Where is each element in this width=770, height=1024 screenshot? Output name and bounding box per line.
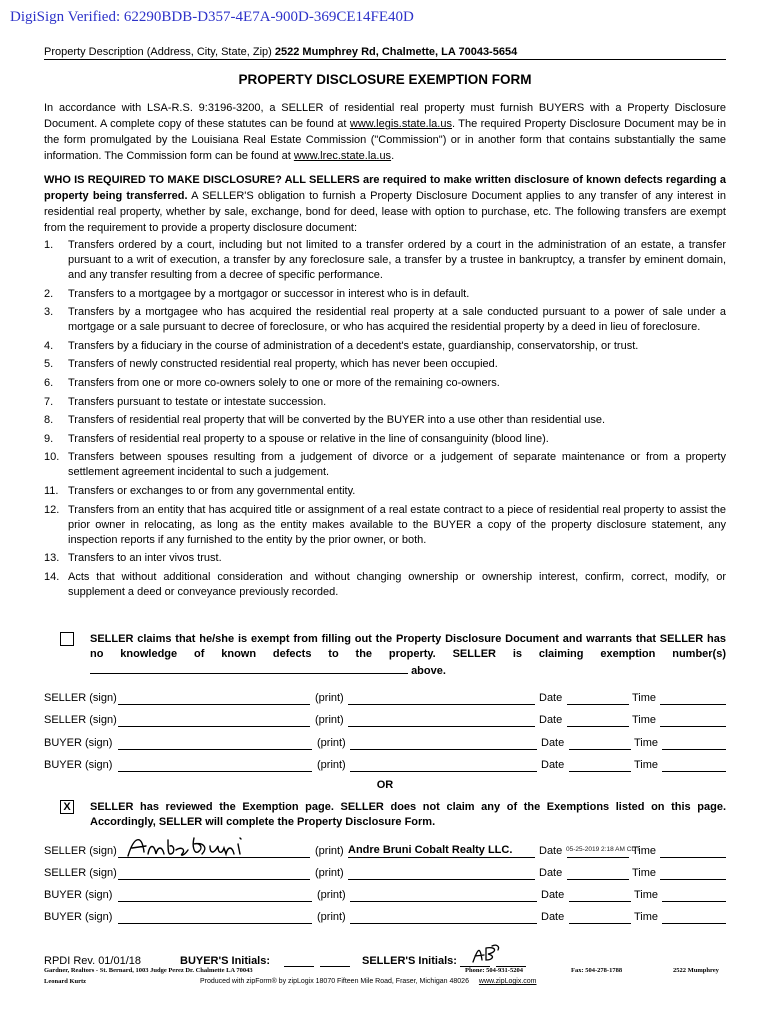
buyer-sign-label: BUYER (sign) bbox=[44, 889, 113, 901]
or-separator: OR bbox=[376, 779, 394, 791]
exemption-number: 9. bbox=[44, 432, 54, 445]
date-label: Date bbox=[541, 737, 565, 749]
exemption-item bbox=[44, 357, 726, 372]
exemption-text: Transfers from one or more co-owners solely to one or more of the remaining co-owners. bbox=[68, 376, 500, 389]
lrec-link[interactable]: www.lrec.state.la.us bbox=[293, 150, 392, 162]
date-field[interactable] bbox=[569, 771, 631, 772]
review-exemption-checkbox[interactable]: X bbox=[60, 800, 74, 814]
seller-sign-field[interactable] bbox=[118, 704, 310, 705]
time-field[interactable] bbox=[662, 771, 726, 772]
buyer-print-field[interactable] bbox=[350, 901, 537, 902]
sig-row-seller-signed bbox=[44, 845, 726, 861]
ziplogix-link[interactable]: www.zipLogix.com bbox=[478, 978, 537, 985]
property-label: Property Description (Address, City, State, Zip) bbox=[44, 46, 272, 58]
date-label: Date bbox=[541, 889, 565, 901]
date-field[interactable] bbox=[569, 749, 631, 750]
exemption-text: Transfers by a fiduciary in the course of administration of a decedent's estate, guardianship, conservatorship, or trust. bbox=[68, 339, 639, 352]
time-field[interactable] bbox=[660, 879, 726, 880]
time-label: Time bbox=[632, 714, 657, 726]
sig-row-seller-1 bbox=[44, 692, 726, 708]
buyer-sign-field[interactable] bbox=[118, 901, 312, 902]
exemption-item bbox=[44, 450, 726, 480]
seller-sign-field[interactable] bbox=[118, 726, 310, 727]
date-label: Date bbox=[541, 759, 565, 771]
property-description-row bbox=[44, 46, 726, 60]
exemption-number: 7. bbox=[44, 395, 54, 408]
seller-print-field[interactable] bbox=[348, 704, 535, 705]
exemption-number: 6. bbox=[44, 376, 54, 389]
seller-initials-image bbox=[470, 942, 504, 966]
produced-with bbox=[200, 978, 537, 985]
seller-print-name: Andre Bruni Cobalt Realty LLC. bbox=[348, 844, 513, 856]
exemption-text: Transfers to a mortgagee by a mortgagor or successor in interest who is in default. bbox=[68, 287, 470, 300]
print-label: (print) bbox=[317, 911, 346, 923]
produced-text: Produced with zipForm® by zipLogix 18070 Fifteen Mile Road, Fraser, Michigan 48026 bbox=[200, 978, 469, 985]
time-label: Time bbox=[634, 889, 659, 901]
print-label: (print) bbox=[317, 759, 346, 771]
date-label: Date bbox=[539, 714, 563, 726]
exemption-text: Transfers to an inter vivos trust. bbox=[68, 552, 222, 565]
exemption-text: Transfers of newly constructed residential real property, which has never been occupied. bbox=[68, 358, 498, 371]
exemption-number: 14. bbox=[44, 570, 60, 583]
seller-sign-field[interactable] bbox=[118, 879, 310, 880]
print-label: (print) bbox=[315, 867, 344, 879]
print-label: (print) bbox=[315, 692, 344, 704]
exemption-item bbox=[44, 551, 726, 566]
print-label: (print) bbox=[317, 889, 346, 901]
exemption-text: Acts that without additional consideration and without changing ownership or ownership interest, confirm, correct, modify, or supplement a deed or conveyance previously recorded. bbox=[68, 570, 726, 598]
exemption-item bbox=[44, 395, 726, 410]
date-field[interactable] bbox=[569, 901, 631, 902]
print-label: (print) bbox=[317, 737, 346, 749]
buyer-print-field[interactable] bbox=[350, 771, 537, 772]
exemption-number: 10. bbox=[44, 451, 60, 464]
seller-sign-label: SELLER (sign) bbox=[44, 845, 117, 857]
claim-exemption-checkbox[interactable] bbox=[60, 632, 74, 646]
digisign-verification: DigiSign Verified: 62290BDB-D357-4E7A-900D-369CE14FE40D bbox=[10, 9, 414, 25]
exemption-list bbox=[44, 238, 726, 603]
exemption-item bbox=[44, 432, 726, 447]
sig-row-seller-2 bbox=[44, 714, 726, 730]
date-field[interactable] bbox=[567, 879, 629, 880]
exemption-text: Transfers from an entity that has acquired title or assignment of a real estate contract to a piece of residential real property to assist the prior owner in relocating, as long as the entity makes available to the BUYER a copy of the property disclosure statement, any inspection reports if any furnished to the entity by the prior owner, or both. bbox=[68, 503, 726, 546]
seller-print-field[interactable] bbox=[348, 726, 535, 727]
exemption-item bbox=[44, 413, 726, 428]
claim-text-1: SELLER claims that he/she is exempt from filling out the Property Disclosure Document and warrants that SELLER has no knowledge of known defects to the property. SELLER is claiming exemption number(s) bbox=[90, 633, 726, 660]
buyer-initials-field-1[interactable] bbox=[284, 966, 314, 967]
time-label: Time bbox=[632, 867, 657, 879]
seller-sign-label: SELLER (sign) bbox=[44, 692, 117, 704]
buyer-sign-label: BUYER (sign) bbox=[44, 911, 113, 923]
sig-row-buyer-4 bbox=[44, 911, 726, 927]
seller-sign-label: SELLER (sign) bbox=[44, 867, 117, 879]
seller-print-field[interactable] bbox=[348, 879, 535, 880]
exemption-numbers-field[interactable] bbox=[90, 662, 408, 674]
exemption-text: Transfers of residential real property that will be converted by the BUYER into a use other than residential use. bbox=[68, 414, 606, 427]
exemption-text: Transfers between spouses resulting from a judgement of divorce or a judgement of separate maintenance or from a property settlement agreement incidental to such a judgement. bbox=[68, 451, 726, 479]
buyer-initials-field-2[interactable] bbox=[320, 966, 350, 967]
time-label: Time bbox=[634, 759, 659, 771]
buyer-print-field[interactable] bbox=[350, 923, 537, 924]
who-body: A SELLER'S obligation to furnish a Property Disclosure Document applies to any transfer of any interest in residential real property, whether by sale, exchange, bond for deed, lease with option to purchase, etc. The following transfers are exempt from the requirement to provide a property disclosure document: bbox=[44, 190, 726, 234]
property-value[interactable]: 2522 Mumphrey Rd, Chalmette, LA 70043-5654 bbox=[274, 46, 518, 58]
legis-link[interactable]: www.legis.state.la.us bbox=[349, 118, 452, 130]
exemption-item bbox=[44, 238, 726, 283]
exemption-item bbox=[44, 305, 726, 335]
seller-sign-label: SELLER (sign) bbox=[44, 714, 117, 726]
exemption-number: 13. bbox=[44, 552, 60, 565]
time-field[interactable] bbox=[660, 704, 726, 705]
print-label: (print) bbox=[315, 845, 344, 857]
exemption-number: 8. bbox=[44, 414, 54, 427]
date-field[interactable] bbox=[569, 923, 631, 924]
exemption-text: Transfers by a mortgagee who has acquired the residential real property at a sale conducted pursuant to a power of sale under a mortgage or a sale pursuant to decree of foreclosure, or who has acquired the residential property by a deed in lieu of foreclosure. bbox=[68, 306, 726, 334]
date-field[interactable] bbox=[567, 726, 629, 727]
intro-text-1: In accordance with LSA-R.S. 9:3196-3200, a SELLER of residential real property must furnish BUYERS with a Property Disclosure Document. A complete copy of these statutes can be found at bbox=[44, 102, 726, 130]
intro-text-3: . bbox=[391, 150, 395, 162]
who-heading: WHO IS REQUIRED TO MAKE DISCLOSURE? ALL SELLERS are required to make written disclosure of known defects regarding a property being transferred. bbox=[44, 174, 726, 202]
exemption-item bbox=[44, 484, 726, 499]
time-field[interactable] bbox=[662, 901, 726, 902]
footer-address: 2522 Mumphrey bbox=[673, 967, 719, 974]
exemption-number: 5. bbox=[44, 358, 54, 371]
exemption-item bbox=[44, 503, 726, 548]
office-fax: Fax: 504-278-1788 bbox=[571, 967, 623, 974]
seller-initials-label: SELLER'S Initials: bbox=[362, 955, 457, 967]
buyer-sign-field[interactable] bbox=[118, 749, 312, 750]
time-label: Time bbox=[632, 692, 657, 704]
sig-row-seller-3 bbox=[44, 867, 726, 883]
exemption-text: Transfers of residential real property to a spouse or relative in the line of consanguinity (blood line). bbox=[68, 432, 549, 445]
buyer-sign-label: BUYER (sign) bbox=[44, 759, 113, 771]
time-label: Time bbox=[632, 845, 657, 857]
buyer-sign-label: BUYER (sign) bbox=[44, 737, 113, 749]
exemption-text: Transfers ordered by a court, including but not limited to a transfer ordered by a court in the administration of an estate, a transfer pursuant to a writ of execution, a transfer by any foreclosure sale, a transfer by a trustee in bankruptcy, a transfer by eminent domain, and any transfer resulting from a decree of specific performance. bbox=[68, 239, 726, 281]
signed-date-stamp: 05-25-2019 2:18 AM CDT bbox=[566, 846, 641, 853]
time-field[interactable] bbox=[662, 749, 726, 750]
time-label: Time bbox=[634, 737, 659, 749]
time-field[interactable] bbox=[660, 857, 726, 858]
date-field[interactable] bbox=[567, 857, 629, 858]
date-label: Date bbox=[539, 692, 563, 704]
seller-print-field[interactable] bbox=[348, 857, 535, 858]
time-label: Time bbox=[634, 911, 659, 923]
time-field[interactable] bbox=[662, 923, 726, 924]
date-label: Date bbox=[541, 911, 565, 923]
exemption-number: 11. bbox=[44, 484, 59, 497]
sig-row-buyer-3 bbox=[44, 889, 726, 905]
agent-name: Leonard Kurtz bbox=[44, 978, 87, 985]
exemption-text: Transfers or exchanges to or from any governmental entity. bbox=[68, 484, 356, 497]
revision-label: RPDI Rev. 01/01/18 bbox=[44, 955, 142, 967]
buyer-initials-label: BUYER'S Initials: bbox=[180, 955, 271, 967]
exemption-number: 3. bbox=[44, 306, 54, 319]
office-phone: Phone: 504-931-5204 bbox=[465, 967, 523, 974]
time-field[interactable] bbox=[660, 726, 726, 727]
exemption-number: 12. bbox=[44, 503, 60, 516]
buyer-sign-field[interactable] bbox=[118, 771, 312, 772]
exemption-text: Transfers pursuant to testate or intestate succession. bbox=[68, 395, 327, 408]
seller-signature-image bbox=[124, 832, 254, 862]
exemption-item bbox=[44, 339, 726, 354]
intro-text-2: . The required Property Disclosure Document may be in the form promulgated by the Louisiana Real Estate Commission ("Commission") or in another form that contains substantially the same information. The Commission form can be found at bbox=[44, 118, 726, 162]
exemption-item bbox=[44, 287, 726, 302]
date-label: Date bbox=[539, 867, 563, 879]
claim-exemption-text bbox=[90, 632, 726, 679]
exemption-item bbox=[44, 570, 726, 600]
exemption-item bbox=[44, 376, 726, 391]
who-paragraph bbox=[44, 172, 726, 236]
form-title: PROPERTY DISCLOSURE EXEMPTION FORM bbox=[238, 72, 532, 87]
buyer-print-field[interactable] bbox=[350, 749, 537, 750]
exemption-number: 2. bbox=[44, 287, 54, 300]
print-label: (print) bbox=[315, 714, 344, 726]
date-field[interactable] bbox=[567, 704, 629, 705]
office-info: Gardner, Realtors - St. Bernard, 1003 Judge Perez Dr. Chalmette LA 70043 bbox=[44, 967, 253, 974]
sig-row-buyer-2 bbox=[44, 759, 726, 775]
buyer-sign-field[interactable] bbox=[118, 923, 312, 924]
review-exemption-text: SELLER has reviewed the Exemption page. SELLER does not claim any of the Exemptions listed on this page. Accordingly, SELLER will complete the Property Disclosure Form. bbox=[90, 801, 726, 828]
date-label: Date bbox=[539, 845, 563, 857]
claim-text-2: above. bbox=[411, 665, 446, 677]
sig-row-buyer-1 bbox=[44, 737, 726, 753]
intro-paragraph bbox=[44, 100, 726, 164]
exemption-number: 1. bbox=[44, 239, 54, 251]
exemption-number: 4. bbox=[44, 339, 54, 352]
